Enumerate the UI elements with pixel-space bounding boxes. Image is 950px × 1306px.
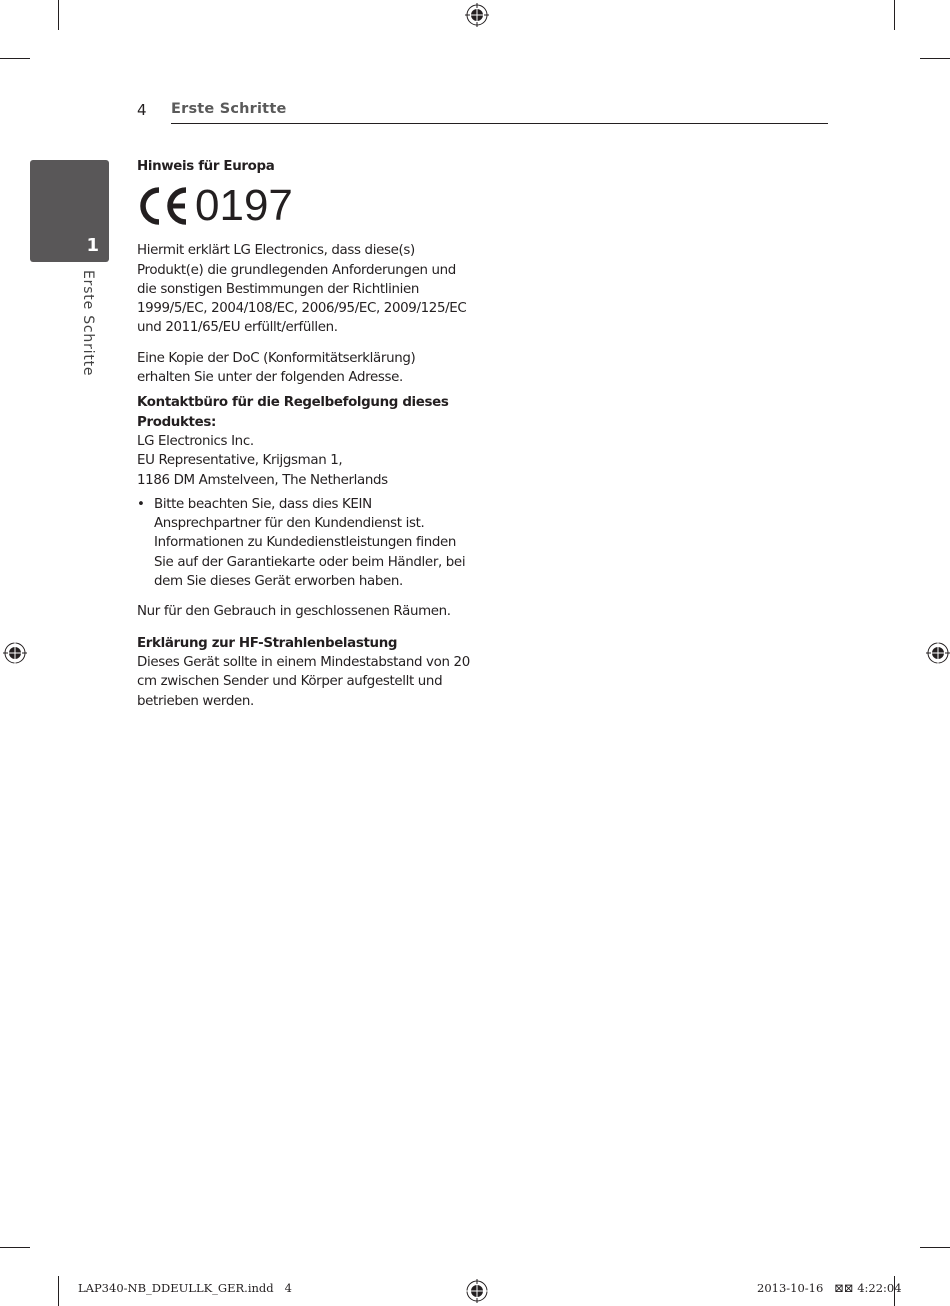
bullet-icon: • (137, 496, 145, 512)
doc-copy-text: Eine Kopie der DoC (Konformitätserklärung) erhalten Sie unter der folgenden Adresse. (137, 350, 416, 386)
main-content (137, 157, 472, 711)
list-item (137, 495, 472, 591)
crop-mark (894, 0, 895, 30)
registration-mark-icon (926, 641, 950, 665)
registration-mark-icon (465, 1279, 489, 1303)
rf-exposure-heading: Erklärung zur HF-Strahlenbelastung (137, 635, 398, 651)
notified-body-number: 0197 (195, 181, 293, 231)
crop-mark (58, 0, 59, 30)
contact-heading: Kontaktbüro für die Regelbefolgung dieses Produktes: (137, 395, 449, 430)
crop-mark (0, 58, 30, 59)
footer-date-time: 2013-10-16 ⊠⊠ 4:22:04 (757, 1281, 902, 1295)
footer-file-info: LAP340-NB_DDEULLK_GER.indd 4 (78, 1281, 292, 1295)
address-line: EU Representative, Krijgsman 1, (137, 453, 343, 469)
section-title: Erste Schritte (171, 101, 287, 117)
rf-exposure-text: Dieses Gerät sollte in einem Mindestabstand von 20 cm zwischen Sender und Körper aufgestellt und betrieben werden. (137, 654, 470, 709)
address-line: LG Electronics Inc. (137, 433, 254, 449)
ce-mark-icon (137, 187, 189, 225)
crop-mark (58, 1276, 59, 1306)
address-line: 1186 DM Amstelveen, The Netherlands (137, 472, 388, 488)
indoor-use-text: Nur für den Gebrauch in geschlossenen Räumen. (137, 604, 451, 620)
chapter-number: 1 (86, 235, 99, 256)
registration-mark-icon (465, 3, 489, 27)
service-note: Bitte beachten Sie, dass dies KEIN Ansprechpartner für den Kundendienst ist. Informationen zu Kundedienstleistungen finden Sie auf der Garantiekarte oder beim Händler, bei dem Sie dieses Gerät erworben haben. (154, 496, 466, 590)
registration-mark-icon (3, 641, 27, 665)
crop-mark (0, 1247, 30, 1248)
chapter-side-label: Erste Schritte (80, 270, 96, 377)
crop-mark (920, 58, 950, 59)
header-divider (171, 123, 828, 124)
chapter-tab (30, 160, 109, 262)
ce-marking (137, 180, 472, 232)
europe-notice-heading: Hinweis für Europa (137, 159, 275, 174)
declaration-text: Hiermit erklärt LG Electronics, dass diese(s) Produkt(e) die grundlegenden Anforderungen und die sonstigen Bestimmungen der Richtlinien 1999/5/EC, 2004/108/EC, 2006/95/EC, 2009/125/EC und 2011/65/EU erfüllt/erfüllen. (137, 243, 467, 336)
crop-mark (920, 1247, 950, 1248)
page-number: 4 (137, 101, 147, 119)
